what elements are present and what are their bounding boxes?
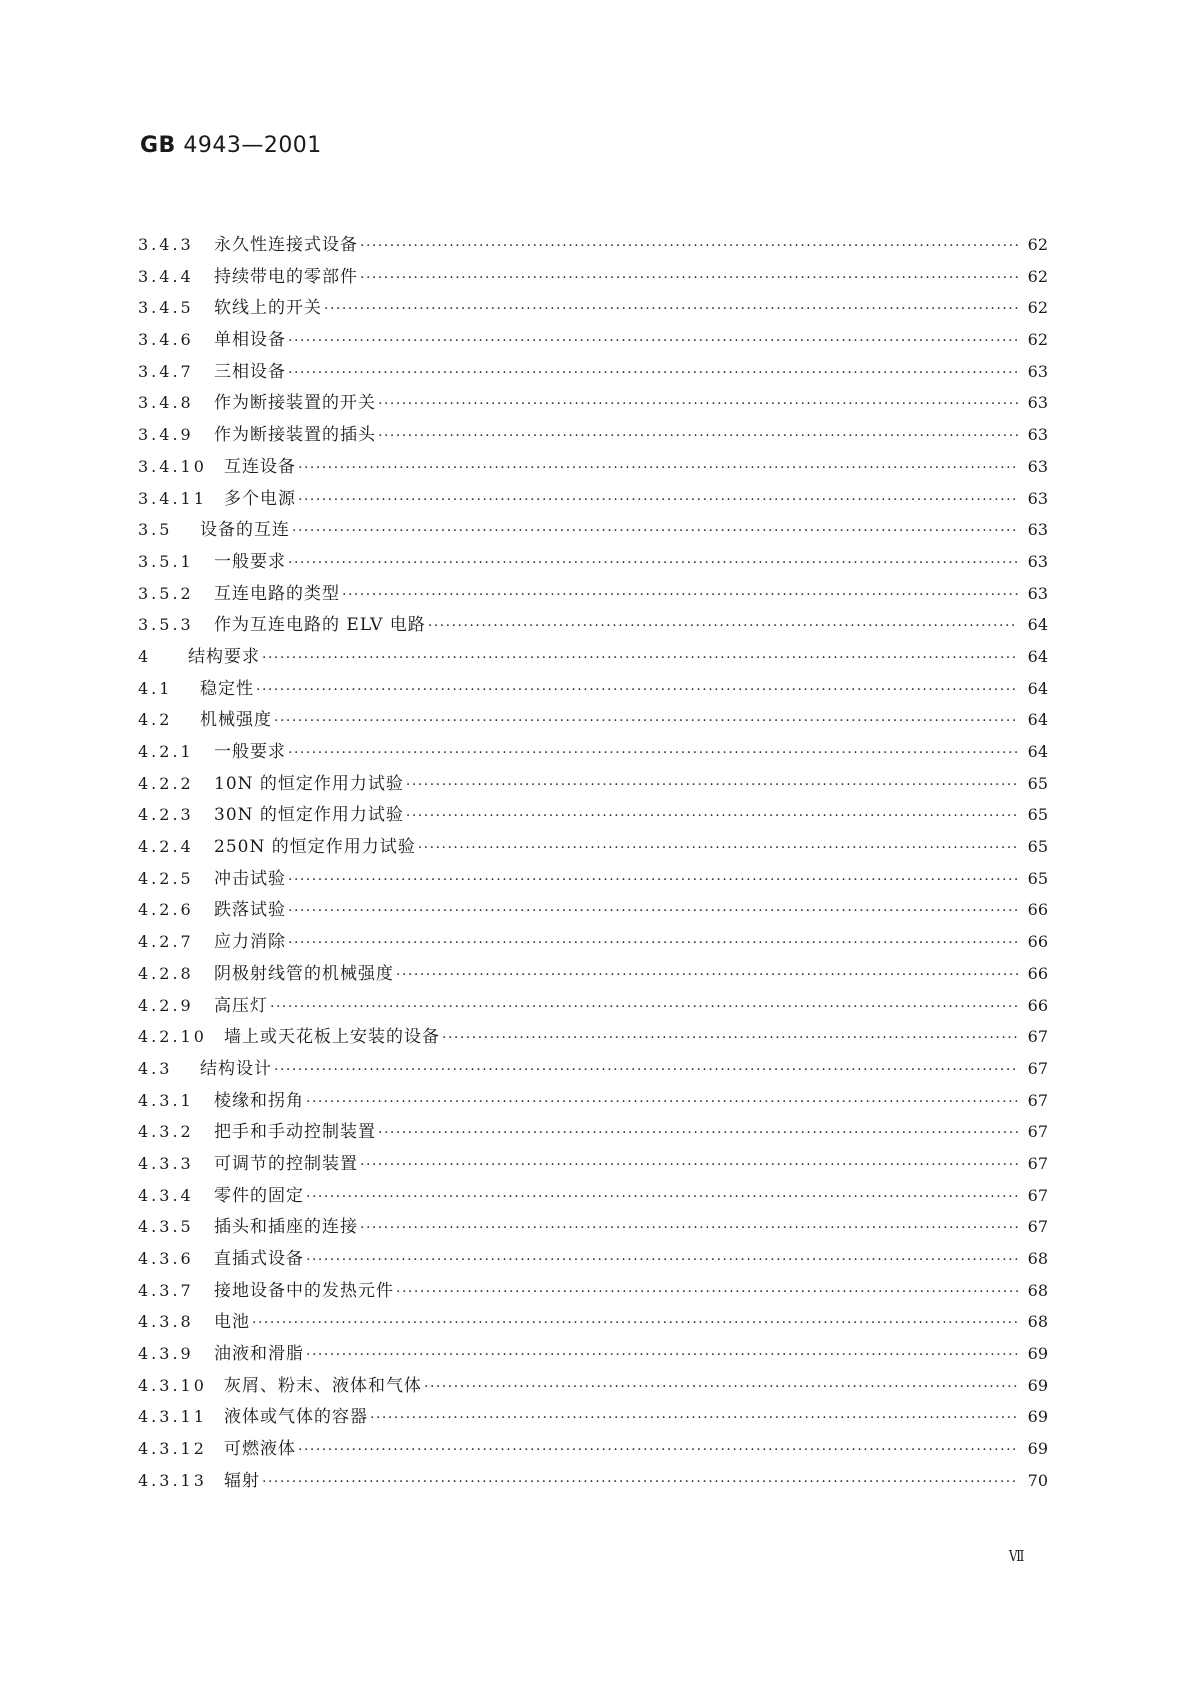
toc-entry-title: 接地设备中的发热元件 xyxy=(214,1280,394,1301)
toc-entry xyxy=(138,1465,1048,1497)
toc-entry-page: 63 xyxy=(1027,583,1048,603)
toc-entry-number: 4.3.4 xyxy=(138,1185,194,1205)
toc-dot-leader xyxy=(360,263,1018,295)
toc-entry-page: 64 xyxy=(1027,646,1048,666)
toc-entry-title: 跌落试验 xyxy=(214,900,286,921)
toc-entry-title: 250N 的恒定作用力试验 xyxy=(214,837,416,858)
toc-dot-leader xyxy=(288,896,1018,928)
toc-entry-page: 65 xyxy=(1027,868,1048,888)
toc-entry-page: 63 xyxy=(1027,425,1048,445)
toc-dot-leader xyxy=(360,231,1018,263)
toc-dot-leader xyxy=(378,1118,1018,1150)
toc-entry-page: 65 xyxy=(1027,773,1048,793)
toc-entry-number: 4.3.12 xyxy=(138,1439,207,1459)
toc-entry-title: 30N 的恒定作用力试验 xyxy=(214,805,404,826)
toc-entry xyxy=(138,419,1048,451)
toc-entry-title: 互连电路的类型 xyxy=(214,583,340,604)
toc-entry-page: 64 xyxy=(1027,710,1048,730)
toc-entry xyxy=(138,641,1048,673)
toc-entry-number: 3.4.10 xyxy=(138,456,207,476)
toc-entry-number: 3.4.9 xyxy=(138,425,194,445)
toc-entry-page: 69 xyxy=(1027,1344,1048,1364)
toc-entry xyxy=(138,799,1048,831)
toc-entry-title: 阴极射线管的机械强度 xyxy=(214,963,394,984)
toc-entry-title: 可调节的控制装置 xyxy=(214,1153,358,1174)
toc-dot-leader xyxy=(324,294,1018,326)
toc-entry-page: 67 xyxy=(1027,1027,1048,1047)
toc-entry-title: 软线上的开关 xyxy=(214,298,322,319)
toc-entry-page: 68 xyxy=(1027,1312,1048,1332)
toc-entry-page: 66 xyxy=(1027,963,1048,983)
toc-entry-number: 4.3.10 xyxy=(138,1375,207,1395)
toc-entry-number: 3.4.4 xyxy=(138,266,194,286)
toc-entry-title: 一般要求 xyxy=(214,742,286,762)
toc-entry-page: 67 xyxy=(1027,1122,1048,1142)
toc-dot-leader xyxy=(288,326,1018,358)
toc-entry-title: 零件的固定 xyxy=(214,1185,304,1206)
table-of-contents xyxy=(138,229,1048,1497)
toc-dot-leader xyxy=(292,516,1018,548)
toc-entry-page: 67 xyxy=(1027,1153,1048,1173)
toc-entry-title: 机械强度 xyxy=(200,710,272,731)
toc-entry-number: 4.3.6 xyxy=(138,1249,194,1268)
toc-entry-page: 67 xyxy=(1027,1185,1048,1205)
toc-entry xyxy=(138,609,1048,641)
toc-dot-leader xyxy=(256,675,1018,707)
toc-dot-leader xyxy=(288,548,1018,580)
toc-entry-number: 4.3.8 xyxy=(138,1312,194,1332)
toc-dot-leader xyxy=(306,1245,1018,1277)
toc-entry-number: 3.5.3 xyxy=(138,615,194,635)
toc-entry xyxy=(138,324,1048,356)
toc-entry xyxy=(138,1021,1048,1053)
toc-entry-number: 4.2.1 xyxy=(138,742,194,761)
toc-dot-leader xyxy=(370,1403,1018,1435)
toc-entry xyxy=(138,546,1048,578)
toc-entry-title: 单相设备 xyxy=(214,330,286,351)
toc-entry xyxy=(138,673,1048,705)
toc-entry-number: 4.2.6 xyxy=(138,900,194,920)
toc-entry-title: 液体或气体的容器 xyxy=(224,1407,368,1428)
toc-entry-page: 65 xyxy=(1027,837,1048,857)
toc-entry xyxy=(138,356,1048,388)
toc-dot-leader xyxy=(298,453,1018,485)
toc-entry-number: 4.2.4 xyxy=(138,837,194,857)
toc-entry-title: 结构设计 xyxy=(200,1058,272,1079)
toc-entry xyxy=(138,1401,1048,1433)
toc-entry-page: 70 xyxy=(1027,1470,1048,1490)
toc-entry-title: 插头和插座的连接 xyxy=(214,1217,358,1238)
toc-entry-title: 应力消除 xyxy=(214,932,286,953)
toc-entry-number: 3.4.5 xyxy=(138,298,194,318)
toc-entry xyxy=(138,831,1048,863)
toc-dot-leader xyxy=(360,1150,1018,1182)
toc-entry xyxy=(138,1116,1048,1148)
toc-entry xyxy=(138,1370,1048,1402)
toc-entry-number: 3.4.8 xyxy=(138,393,194,413)
toc-dot-leader xyxy=(306,1182,1018,1214)
page-number: Ⅶ xyxy=(1008,1547,1025,1565)
toc-entry-page: 65 xyxy=(1027,805,1048,825)
toc-entry-number: 4.3.9 xyxy=(138,1344,194,1364)
toc-entry xyxy=(138,990,1048,1022)
toc-entry-title: 三相设备 xyxy=(214,361,286,382)
toc-dot-leader xyxy=(424,1372,1018,1404)
toc-entry xyxy=(138,1243,1048,1275)
toc-entry-number: 4.2.5 xyxy=(138,868,194,888)
toc-dot-leader xyxy=(274,706,1018,738)
toc-entry xyxy=(138,1275,1048,1307)
toc-entry xyxy=(138,229,1048,261)
toc-entry-title: 作为互连电路的 ELV 电路 xyxy=(214,615,426,636)
toc-entry-page: 67 xyxy=(1027,1090,1048,1110)
toc-entry-number: 4.3 xyxy=(138,1058,173,1078)
toc-entry-number: 3.5.1 xyxy=(138,551,194,571)
toc-entry-page: 63 xyxy=(1027,393,1048,413)
toc-entry-page: 69 xyxy=(1027,1375,1048,1395)
toc-dot-leader xyxy=(288,928,1018,960)
toc-entry-page: 62 xyxy=(1027,235,1048,254)
toc-entry-number: 4.3.13 xyxy=(138,1470,207,1490)
toc-entry-page: 69 xyxy=(1027,1439,1048,1459)
toc-entry-title: 一般要求 xyxy=(214,551,286,572)
toc-dot-leader xyxy=(406,770,1018,802)
toc-dot-leader xyxy=(360,1213,1018,1245)
toc-entry xyxy=(138,1180,1048,1212)
toc-entry xyxy=(138,578,1048,610)
toc-entry xyxy=(138,704,1048,736)
toc-entry xyxy=(138,1211,1048,1243)
toc-entry-number: 4.2.8 xyxy=(138,963,194,983)
toc-dot-leader xyxy=(288,865,1018,897)
standard-prefix: GB xyxy=(140,133,176,158)
toc-entry-page: 63 xyxy=(1027,520,1048,540)
toc-entry xyxy=(138,1053,1048,1085)
toc-entry-title: 棱缘和拐角 xyxy=(214,1090,304,1111)
toc-entry xyxy=(138,863,1048,895)
toc-entry xyxy=(138,1148,1048,1180)
toc-entry-page: 63 xyxy=(1027,361,1048,381)
standard-number: 4943—2001 xyxy=(183,133,322,158)
toc-entry xyxy=(138,1085,1048,1117)
toc-entry xyxy=(138,768,1048,800)
toc-entry-title: 灰屑、粉末、液体和气体 xyxy=(224,1375,422,1396)
toc-entry-number: 3.5 xyxy=(138,520,173,540)
toc-entry-title: 辐射 xyxy=(224,1470,260,1491)
toc-entry-number: 4.1 xyxy=(138,678,173,698)
toc-dot-leader xyxy=(262,1467,1018,1499)
toc-entry xyxy=(138,483,1048,515)
toc-entry-title: 作为断接装置的插头 xyxy=(214,425,376,446)
toc-entry xyxy=(138,926,1048,958)
toc-dot-leader xyxy=(396,1277,1018,1309)
toc-dot-leader xyxy=(418,833,1018,865)
toc-entry xyxy=(138,1338,1048,1370)
toc-entry-number: 3.4.11 xyxy=(138,488,207,508)
toc-dot-leader xyxy=(378,389,1018,421)
toc-entry-page: 69 xyxy=(1027,1407,1048,1427)
toc-entry xyxy=(138,387,1048,419)
toc-entry-number: 4.2 xyxy=(138,710,173,730)
toc-dot-leader xyxy=(396,960,1018,992)
toc-entry-number: 3.4.7 xyxy=(138,361,194,381)
toc-dot-leader xyxy=(442,1023,1018,1055)
toc-entry-number: 4.2.7 xyxy=(138,932,194,952)
toc-entry-title: 高压灯 xyxy=(214,995,268,1016)
toc-dot-leader xyxy=(306,1087,1018,1119)
toc-entry-title: 设备的互连 xyxy=(200,520,290,541)
toc-entry-page: 66 xyxy=(1027,900,1048,920)
toc-dot-leader xyxy=(378,421,1018,453)
toc-entry-title: 稳定性 xyxy=(200,678,254,699)
toc-entry-title: 直插式设备 xyxy=(214,1249,304,1269)
toc-entry xyxy=(138,894,1048,926)
toc-dot-leader xyxy=(274,1055,1018,1087)
toc-entry-number: 4.2.9 xyxy=(138,995,194,1015)
toc-entry-number: 4 xyxy=(138,646,152,666)
toc-entry-title: 作为断接装置的开关 xyxy=(214,393,376,414)
toc-entry-title: 把手和手动控制装置 xyxy=(214,1122,376,1143)
toc-entry xyxy=(138,514,1048,546)
toc-entry-number: 4.3.7 xyxy=(138,1280,194,1300)
toc-entry-title: 持续带电的零部件 xyxy=(214,266,358,287)
toc-entry-page: 67 xyxy=(1027,1058,1048,1078)
toc-entry-number: 3.4.3 xyxy=(138,235,194,254)
toc-entry xyxy=(138,736,1048,768)
toc-entry-title: 多个电源 xyxy=(224,488,296,509)
toc-entry-number: 4.3.1 xyxy=(138,1090,194,1110)
toc-entry-page: 66 xyxy=(1027,932,1048,952)
toc-dot-leader xyxy=(306,1340,1018,1372)
toc-entry-title: 电池 xyxy=(214,1312,250,1333)
toc-entry-number: 4.3.3 xyxy=(138,1153,194,1173)
toc-entry-title: 墙上或天花板上安装的设备 xyxy=(224,1027,440,1048)
toc-entry-number: 4.3.5 xyxy=(138,1217,194,1237)
toc-entry xyxy=(138,292,1048,324)
toc-entry-number: 3.4.6 xyxy=(138,330,194,350)
toc-dot-leader xyxy=(406,801,1018,833)
toc-dot-leader xyxy=(288,738,1018,770)
toc-dot-leader xyxy=(262,643,1018,675)
toc-entry-title: 互连设备 xyxy=(224,456,296,477)
toc-entry-page: 68 xyxy=(1027,1249,1048,1268)
toc-entry xyxy=(138,1433,1048,1465)
toc-entry-page: 63 xyxy=(1027,456,1048,476)
toc-entry-title: 10N 的恒定作用力试验 xyxy=(214,773,404,794)
toc-entry xyxy=(138,451,1048,483)
toc-entry-page: 64 xyxy=(1027,615,1048,635)
toc-entry-title: 可燃液体 xyxy=(224,1439,296,1460)
toc-entry xyxy=(138,958,1048,990)
toc-dot-leader xyxy=(288,358,1018,390)
toc-entry-page: 63 xyxy=(1027,488,1048,508)
toc-entry-number: 4.2.3 xyxy=(138,805,194,825)
toc-entry-number: 4.3.11 xyxy=(138,1407,207,1427)
toc-entry-title: 油液和滑脂 xyxy=(214,1344,304,1365)
toc-dot-leader xyxy=(342,580,1018,612)
toc-entry-number: 3.5.2 xyxy=(138,583,194,603)
toc-entry xyxy=(138,261,1048,293)
toc-entry-number: 4.3.2 xyxy=(138,1122,194,1142)
toc-entry-page: 64 xyxy=(1027,742,1048,761)
toc-entry-page: 68 xyxy=(1027,1280,1048,1300)
toc-entry-page: 63 xyxy=(1027,551,1048,571)
toc-entry-page: 62 xyxy=(1027,330,1048,350)
toc-dot-leader xyxy=(252,1308,1018,1340)
toc-dot-leader xyxy=(428,611,1018,643)
toc-dot-leader xyxy=(270,992,1018,1024)
toc-entry-title: 永久性连接式设备 xyxy=(214,235,358,255)
toc-dot-leader xyxy=(298,485,1018,517)
toc-entry-number: 4.2.10 xyxy=(138,1027,207,1047)
toc-entry-number: 4.2.2 xyxy=(138,773,194,793)
toc-entry-title: 结构要求 xyxy=(188,646,260,667)
toc-entry xyxy=(138,1306,1048,1338)
toc-entry-page: 62 xyxy=(1027,266,1048,286)
toc-entry-page: 67 xyxy=(1027,1217,1048,1237)
toc-entry-page: 62 xyxy=(1027,298,1048,318)
toc-entry-page: 66 xyxy=(1027,995,1048,1015)
toc-dot-leader xyxy=(298,1435,1018,1467)
toc-entry-title: 冲击试验 xyxy=(214,868,286,889)
document-header xyxy=(140,133,322,158)
toc-entry-page: 64 xyxy=(1027,678,1048,698)
